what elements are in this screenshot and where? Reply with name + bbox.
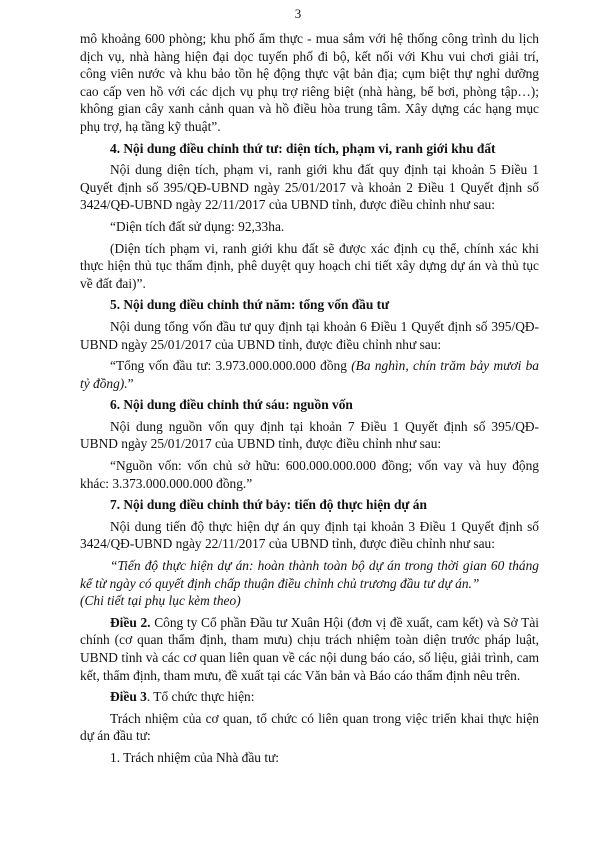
- article-2-label: Điều 2.: [110, 614, 151, 630]
- paragraph-scale-description: mô khoảng 600 phòng; khu phố ẩm thực - mua sắm với hệ thống công trình du lịch dịch vụ, nhà hàng hiện đại dọc tuyến phố đi bộ, kết nối với Khu vui chơi giải trí, công viên nước và khu bảo tồn hệ động thực vật bản địa; cụm biệt thự nghỉ dưỡng cao cấp ven hồ với các dịch vụ phụ trợ riêng biệt (nhà hàng, bể bơi, phòng tập…); không gian cây xanh cảnh quan và hồ điều hòa trung tâm. Xây dựng các hạng mục phụ trợ, hạ tầng kỹ thuật”.: [80, 31, 539, 134]
- article-3-text: . Tổ chức thực hiện:: [146, 689, 255, 705]
- paragraph-capital-intro: Nội dung tổng vốn đầu tư quy định tại khoản 6 Điều 1 Quyết định số 395/QĐ-UBND ngày 25/01/2017 của UBND tỉnh, được điều chỉnh như sau:: [80, 318, 539, 352]
- heading-adjustment-4: 4. Nội dung điều chỉnh thứ tư: diện tích, phạm vi, ranh giới khu đất: [110, 140, 496, 156]
- total-capital-quote-end: ”: [127, 375, 134, 391]
- paragraph-area-note: (Diện tích phạm vi, ranh giới khu đất sẽ được xác định cụ thể, chính xác khi thực hiện thủ tục thẩm định, phê duyệt quy hoạch chi tiết xây dựng dự án và thủ tục về đất đai)”.: [80, 240, 539, 291]
- heading-adjustment-5: 5. Nội dung điều chỉnh thứ năm: tổng vốn đầu tư: [110, 297, 390, 313]
- document-body: [80, 30, 539, 771]
- article-3: [80, 688, 539, 706]
- heading-adjustment-6: 6. Nội dung điều chỉnh thứ sáu: nguồn vốn: [110, 397, 353, 413]
- paragraph-schedule: [80, 557, 539, 610]
- total-capital-text: “Tổng vốn đầu tư: 3.973.000.000.000 đồng: [110, 358, 352, 374]
- paragraph-funding-intro: Nội dung nguồn vốn quy định tại khoản 7 Điều 1 Quyết định số 395/QĐ-UBND ngày 25/01/2017 của UBND tỉnh, được điều chỉnh như sau:: [80, 418, 539, 452]
- paragraph-land-area: “Diện tích đất sử dụng: 92,33ha.: [110, 218, 285, 234]
- article-2: [80, 614, 539, 684]
- paragraph-responsibilities: Trách nhiệm của cơ quan, tổ chức có liên quan trong việc triển khai thực hiện dự án đầu tư:: [80, 710, 539, 744]
- paragraph-total-capital: [80, 357, 539, 392]
- article-3-label: Điều 3: [110, 689, 147, 705]
- heading-adjustment-7: 7. Nội dung điều chỉnh thứ bảy: tiến độ thực hiện dự án: [110, 497, 427, 513]
- schedule-appendix-note: (Chi tiết tại phụ lục kèm theo): [80, 593, 241, 609]
- total-capital-in-words: (Ba nghìn, chín trăm bảy mươi ba tỷ đồng).: [80, 358, 539, 391]
- paragraph-area-intro: Nội dung diện tích, phạm vi, ranh giới khu đất quy định tại khoản 5 Điều 1 Quyết định số 395/QĐ-UBND ngày 25/01/2017 và khoản 2 Điều 1 Quyết định số 3424/QĐ-UBND ngày 22/11/2017 của UBND tỉnh, được điều chỉnh như sau:: [80, 162, 539, 213]
- article-2-text: Công ty Cổ phần Đầu tư Xuân Hội (đơn vị đề xuất, cam kết) và Sở Tài chính (cơ quan thẩm định, tham mưu) chịu trách nhiệm toàn diện trước pháp luật, UBND tỉnh và các cơ quan liên quan về các nội dung báo cáo, số liệu, giải trình, cam kết, thẩm định, tham mưu, đề xuất tại các Văn bản và Báo cáo thẩm định nêu trên.: [80, 614, 539, 683]
- paragraph-investor-responsibility: 1. Trách nhiệm của Nhà đầu tư:: [110, 749, 280, 765]
- schedule-text: “Tiến độ thực hiện dự án: hoàn thành toàn bộ dự án trong thời gian 60 tháng kể từ ngày có quyết định chấp thuận điều chỉnh chủ trương đầu tư dự án.”: [80, 558, 539, 591]
- paragraph-funding-sources: “Nguồn vốn: vốn chủ sở hữu: 600.000.000.000 đồng; vốn vay và huy động khác: 3.373.000.000.000 đồng.”: [80, 458, 539, 491]
- paragraph-schedule-intro: Nội dung tiến độ thực hiện dự án quy định tại khoản 3 Điều 1 Quyết định số 3424/QĐ-UBND ngày 22/11/2017 của UBND tỉnh, được điều chỉnh như sau:: [80, 518, 539, 552]
- page-number: 3: [294, 6, 302, 21]
